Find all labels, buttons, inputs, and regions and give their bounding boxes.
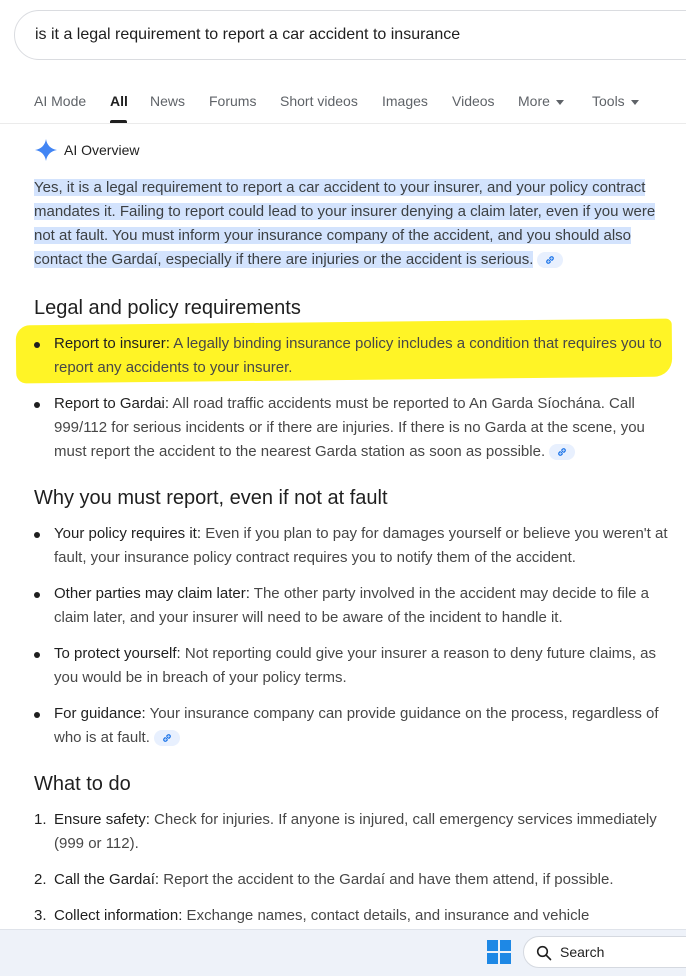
link-icon [545, 255, 555, 265]
item-term: Call the Gardaí: [54, 871, 160, 888]
item-term: Collect information: [54, 907, 183, 924]
tab-forums[interactable]: Forums [209, 93, 257, 109]
tab-all[interactable]: All [110, 93, 128, 109]
taskbar-search-button[interactable] [523, 936, 686, 968]
tab-tools-label: Tools [592, 93, 625, 109]
bullet [34, 402, 40, 408]
source-link-button[interactable] [537, 252, 563, 268]
tab-videos[interactable]: Videos [452, 93, 495, 109]
bullet [34, 342, 40, 348]
item-term: Report to Gardai: [54, 395, 170, 412]
tab-news[interactable]: News [150, 93, 186, 109]
item-term: Your policy requires it: [54, 525, 202, 542]
item-text: Check for injuries. If anyone is injured, call emergency services immediately (999 or 112). [54, 811, 657, 852]
list-item [34, 868, 674, 892]
list-item [34, 904, 674, 928]
item-term: Report to insurer: [54, 335, 170, 352]
bullet [34, 712, 40, 718]
ai-overview-summary [34, 176, 674, 272]
list-item [34, 808, 674, 856]
tab-ai-mode[interactable]: AI Mode [34, 93, 87, 109]
item-term: For guidance: [54, 705, 146, 722]
list-item [34, 392, 674, 464]
gemini-sparkle-icon [34, 138, 58, 162]
tab-images[interactable]: Images [382, 93, 428, 109]
windows-start-icon[interactable] [487, 940, 511, 964]
link-icon [162, 733, 172, 743]
list-item [34, 522, 674, 570]
item-text: All road traffic accidents must be reported to An Garda Síochána. Call 999/112 for serious incidents or if there are injuries. If there is no Garda at the scene, you must report the accident to the nearest Garda station as soon as possible. [54, 395, 645, 460]
section-heading: Legal and policy requirements [34, 297, 301, 319]
source-link-button[interactable] [549, 444, 575, 460]
list-item [34, 332, 674, 380]
bullet [34, 532, 40, 538]
bullet [34, 592, 40, 598]
search-query-text: is it a legal requirement to report a car accident to insurance [35, 26, 461, 43]
item-term: Other parties may claim later: [54, 585, 250, 602]
tab-more-label: More [518, 93, 550, 109]
link-icon [557, 447, 567, 457]
list-item [34, 702, 674, 750]
item-term: Ensure safety: [54, 811, 150, 828]
summary-text: Yes, it is a legal requirement to report a car accident to your insurer, and your policy contract mandates it. Failing to report could lead to your insurer denying a claim later, even if you were not at fault. You must inform your insurance company of the accident, and you should also contact the Gardaí, especially if there are injuries or the accident is serious. [34, 179, 656, 268]
item-text: A legally binding insurance policy includes a condition that requires you to report any accidents to your insurer. [54, 335, 662, 376]
list-item [34, 642, 674, 690]
tab-short-videos[interactable]: Short videos [280, 93, 358, 109]
taskbar-search-label: Search [560, 944, 605, 960]
step-number: 3. [34, 907, 47, 924]
search-icon [536, 945, 552, 961]
item-term: To protect yourself: [54, 645, 181, 662]
tab-tools[interactable] [592, 93, 639, 109]
bullet [34, 652, 40, 658]
ai-overview-header [34, 138, 139, 162]
step-number: 2. [34, 871, 47, 888]
tab-more[interactable] [518, 93, 564, 109]
item-text: Exchange names, contact details, and insurance and vehicle [182, 907, 590, 924]
search-input[interactable] [14, 10, 686, 60]
item-text: Not reporting could give your insurer a reason to deny future claims, as you would be in breach of your policy terms. [54, 645, 656, 686]
chevron-down-icon [556, 100, 564, 105]
section-heading: Why you must report, even if not at fault [34, 487, 388, 509]
step-number: 1. [34, 811, 47, 828]
list-item [34, 582, 674, 630]
chevron-down-icon [631, 100, 639, 105]
active-tab-indicator [110, 120, 127, 123]
search-tabs [0, 80, 686, 124]
section-heading: What to do [34, 773, 131, 795]
item-text: Report the accident to the Gardaí and have them attend, if possible. [159, 871, 614, 888]
item-text: The other party involved in the accident may decide to file a claim later, and your insurer will need to be aware of the incident to handle it. [54, 585, 650, 626]
ai-overview-title: AI Overview [64, 142, 140, 158]
item-text: Your insurance company can provide guidance on the process, regardless of who is at fault. [54, 705, 659, 746]
source-link-button[interactable] [154, 730, 180, 746]
item-text: Even if you plan to pay for damages yourself or believe you weren't at fault, your insurance policy contract requires you to notify them of the accident. [54, 525, 668, 566]
